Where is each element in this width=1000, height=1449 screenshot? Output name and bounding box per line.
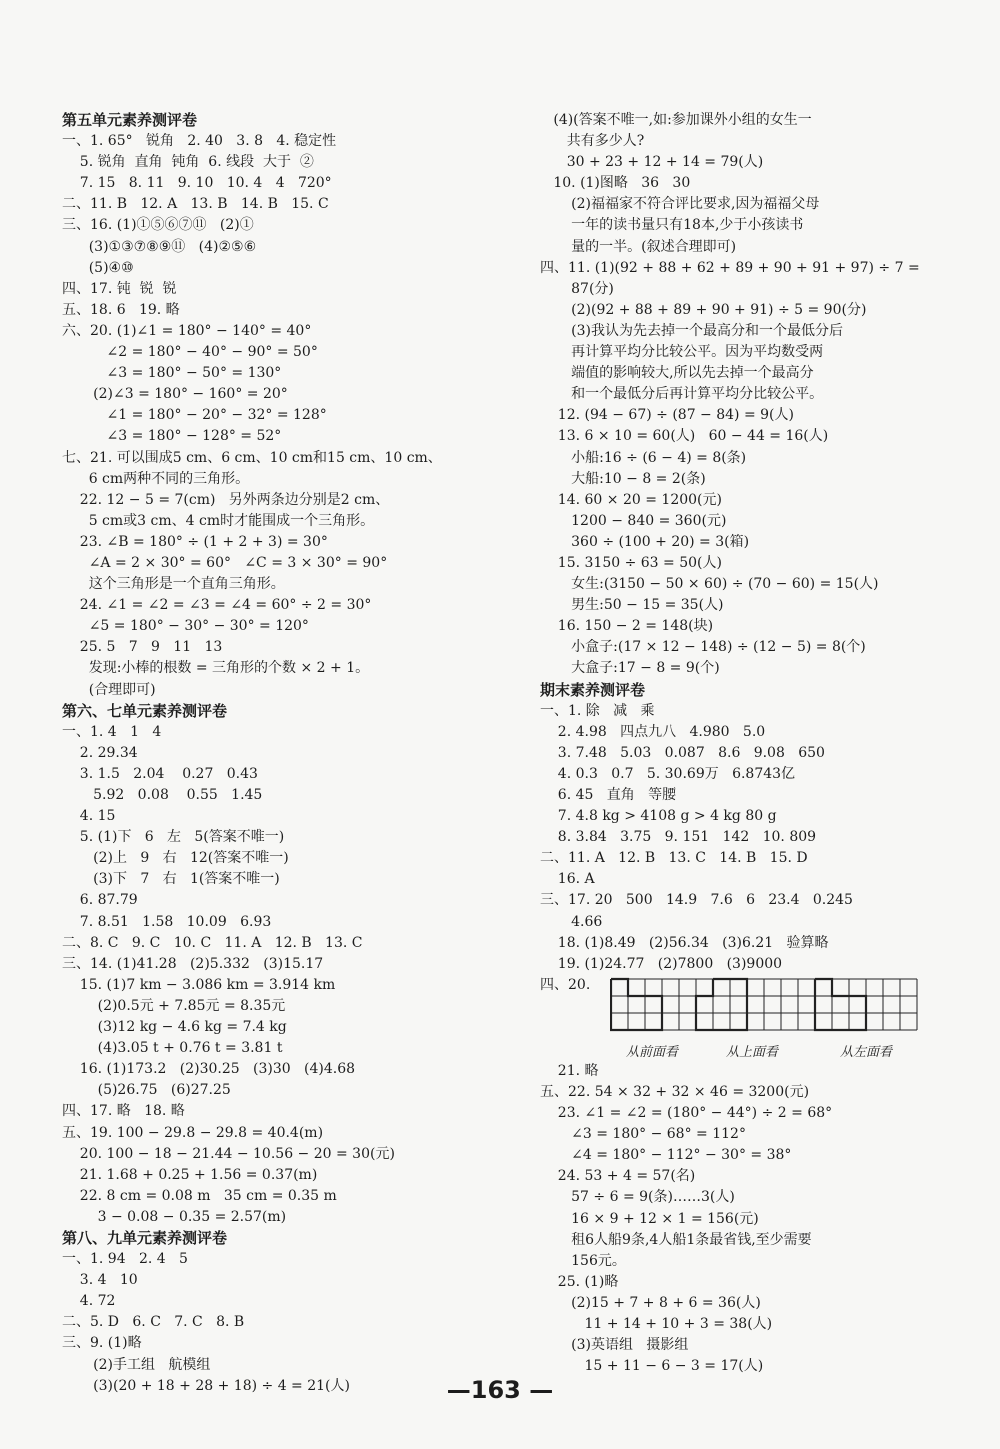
answer-line: 小盒子:(17 × 12 − 148) ÷ (12 − 5) = 8(个) bbox=[540, 639, 866, 656]
answer-line: 156元。 bbox=[540, 1252, 626, 1269]
answer-line: 7. 4.8 kg > 4108 g > 4 kg 80 g bbox=[540, 808, 777, 825]
answer-line: 五、19. 100 − 29.8 − 29.8 = 40.4(m) bbox=[62, 1124, 324, 1141]
answer-line: 端值的影响较大,所以先去掉一个最高分 bbox=[540, 365, 814, 382]
answer-line: 22. 12 − 5 = 7(cm) 另外两条边分别是2 cm、 bbox=[62, 491, 390, 508]
answer-line: 16. (1)173.2 (2)30.25 (3)30 (4)4.68 bbox=[62, 1061, 356, 1078]
answer-line: 24. 53 + 4 = 57(名) bbox=[540, 1168, 696, 1185]
section-heading: 期末素养测评卷 bbox=[540, 680, 646, 699]
answer-line: 三、16. (1)①⑤⑥⑦⑪ (2)① bbox=[62, 217, 254, 234]
answer-line: ∠2 = 180° − 40° − 90° = 50° bbox=[62, 344, 318, 361]
answer-line: 量的一半。(叙述合理即可) bbox=[540, 238, 737, 255]
answer-line: 57 ÷ 6 = 9(条)……3(人) bbox=[540, 1189, 735, 1206]
answer-line: 10. (1)图略 36 30 bbox=[540, 175, 691, 192]
answer-line: 87(分) bbox=[540, 280, 614, 297]
answer-line: (5)26.75 (6)27.25 bbox=[62, 1082, 231, 1099]
answer-line: 租6人船9条,4人船1条最省钱,至少需要 bbox=[540, 1231, 812, 1248]
answer-line: (3)(20 + 18 + 28 + 18) ÷ 4 = 21(人) bbox=[62, 1377, 350, 1394]
answer-line: (2)福福家不符合评比要求,因为福福父母 bbox=[540, 196, 820, 213]
answer-line: ∠5 = 180° − 30° − 30° = 120° bbox=[62, 618, 309, 635]
answer-line: 15 + 11 − 6 − 3 = 17(人) bbox=[540, 1358, 764, 1375]
answer-line: 30 + 23 + 12 + 14 = 79(人) bbox=[540, 154, 764, 171]
answer-grid bbox=[610, 977, 930, 1035]
answer-line: 15. (1)7 km − 3.086 km = 3.914 km bbox=[62, 976, 336, 993]
answer-line: 5. 锐角 直角 钝角 6. 线段 大于 ② bbox=[62, 154, 314, 171]
right-column-top bbox=[540, 110, 960, 975]
answer-line: 小船:16 ÷ (6 − 4) = 8(条) bbox=[540, 449, 747, 466]
answer-line: 一、1. 94 2. 4 5 bbox=[62, 1251, 188, 1268]
answer-line: 这个三角形是一个直角三角形。 bbox=[62, 576, 285, 593]
answer-line: 21. 略 bbox=[540, 1062, 599, 1079]
answer-line: (4)(答案不唯一,如:参加课外小组的女生一 bbox=[540, 112, 812, 128]
answer-line: 11 + 14 + 10 + 3 = 38(人) bbox=[540, 1315, 773, 1332]
answer-line: (合理即可) bbox=[62, 681, 156, 698]
answer-line: 二、11. A 12. B 13. C 14. B 15. D bbox=[540, 850, 808, 867]
answer-line: 一年的读书量只有18本,少于小孩读书 bbox=[540, 217, 804, 234]
answer-line: 6. 87.79 bbox=[62, 892, 138, 909]
answer-line: (3)下 7 右 1(答案不唯一) bbox=[62, 871, 280, 888]
answer-line: (2)(92 + 88 + 89 + 90 + 91) ÷ 5 = 90(分) bbox=[540, 301, 867, 318]
answer-line: 24. ∠1 = ∠2 = ∠3 = ∠4 = 60° ÷ 2 = 30° bbox=[62, 597, 372, 614]
answer-line: 3. 7.48 5.03 0.087 8.6 9.08 650 bbox=[540, 744, 825, 761]
answer-line: 15. 3150 ÷ 63 = 50(人) bbox=[540, 554, 722, 571]
answer-line: 四、11. (1)(92 + 88 + 62 + 89 + 90 + 91 + 97) ÷ 7 = bbox=[540, 259, 920, 276]
answer-line: 16. 150 − 2 = 148(块) bbox=[540, 618, 714, 635]
answer-line: 共有多少人? bbox=[540, 133, 645, 150]
answer-line: 23. ∠B = 180° ÷ (1 + 2 + 3) = 30° bbox=[62, 533, 328, 550]
answer-line: 四、17. 略 18. 略 bbox=[62, 1103, 185, 1120]
answer-line: 7. 8.51 1.58 10.09 6.93 bbox=[62, 913, 272, 930]
answer-line: 二、8. C 9. C 10. C 11. A 12. B 13. C bbox=[62, 934, 363, 951]
answer-line: 一、1. 除 减 乘 bbox=[540, 702, 655, 719]
grid-question-label: 四、20. bbox=[540, 976, 591, 993]
answer-line: 18. (1)8.49 (2)56.34 (3)6.21 验算略 bbox=[540, 934, 829, 951]
grid-answer-row bbox=[540, 975, 960, 1039]
answer-line: 女生:(3150 − 50 × 60) ÷ (70 − 60) = 15(人) bbox=[540, 576, 879, 593]
answer-line: 4. 15 bbox=[62, 808, 116, 825]
answer-line: 2. 29.34 bbox=[62, 744, 138, 761]
answer-line: 12. (94 − 67) ÷ (87 − 84) = 9(人) bbox=[540, 407, 794, 424]
answer-line: 6 cm两种不同的三角形。 bbox=[62, 470, 250, 487]
answer-line: 8. 3.84 3.75 9. 151 142 10. 809 bbox=[540, 829, 817, 846]
answer-line: 5.92 0.08 0.55 1.45 bbox=[62, 787, 263, 803]
answer-line: 16. A bbox=[540, 871, 595, 888]
view-outline bbox=[815, 979, 866, 1030]
answer-line: 大盒子:17 − 8 = 9(个) bbox=[540, 660, 720, 677]
answer-line: (2)∠3 = 180° − 160° = 20° bbox=[62, 386, 288, 403]
answer-line: 二、5. D 6. C 7. C 8. B bbox=[62, 1314, 245, 1331]
grid-caption-left: 从左面看 bbox=[840, 1044, 893, 1060]
answer-line: 一、1. 65° 锐角 2. 40 3. 8 4. 稳定性 bbox=[62, 133, 337, 150]
answer-line: 再计算平均分比较公平。因为平均数受两 bbox=[540, 344, 824, 361]
answer-line: 23. ∠1 = ∠2 = (180° − 44°) ÷ 2 = 68° bbox=[540, 1105, 833, 1122]
answer-line: 20. 100 − 18 − 21.44 − 10.56 − 20 = 30(元) bbox=[62, 1145, 395, 1162]
answer-line: ∠3 = 180° − 128° = 52° bbox=[62, 428, 282, 445]
answer-line: ∠3 = 180° − 68° = 112° bbox=[540, 1126, 746, 1143]
answer-line: 七、21. 可以围成5 cm、6 cm、10 cm和15 cm、10 cm、 bbox=[62, 449, 442, 466]
answer-line: ∠4 = 180° − 112° − 30° = 38° bbox=[540, 1147, 792, 1164]
answer-line: (5)④⑩ bbox=[62, 259, 134, 276]
answer-line: (2)15 + 7 + 8 + 6 = 36(人) bbox=[540, 1294, 761, 1311]
answer-line: 六、20. (1)∠1 = 180° − 140° = 40° bbox=[62, 322, 312, 339]
section-heading: 第六、七单元素养测评卷 bbox=[62, 701, 228, 720]
answer-line: (3)12 kg − 4.6 kg = 7.4 kg bbox=[62, 1019, 287, 1036]
answer-line: 3. 1.5 2.04 0.27 0.43 bbox=[62, 765, 258, 782]
answer-line: 22. 8 cm = 0.08 m 35 cm = 0.35 m bbox=[62, 1187, 337, 1204]
section-heading: 第五单元素养测评卷 bbox=[62, 111, 198, 129]
page-number: —163 — bbox=[446, 1376, 554, 1404]
view-outline bbox=[696, 979, 747, 1030]
answer-line: 发现:小棒的根数 = 三角形的个数 × 2 + 1。 bbox=[62, 660, 370, 677]
answer-line: (3)我认为先去掉一个最高分和一个最低分后 bbox=[540, 322, 843, 339]
answer-line: 五、22. 54 × 32 + 32 × 46 = 3200(元) bbox=[540, 1083, 810, 1100]
answer-line: (3)英语组 摄影组 bbox=[540, 1337, 689, 1354]
answer-line: 13. 6 × 10 = 60(人) 60 − 44 = 16(人) bbox=[540, 428, 829, 445]
answer-line: 1200 − 840 = 360(元) bbox=[540, 512, 727, 529]
answer-line: ∠1 = 180° − 20° − 32° = 128° bbox=[62, 407, 327, 424]
answer-line: 和一个最低分后再计算平均分比较公平。 bbox=[540, 386, 824, 403]
answer-line: ∠A = 2 × 30° = 60° ∠C = 3 × 30° = 90° bbox=[62, 554, 388, 571]
answer-line: 五、18. 6 19. 略 bbox=[62, 301, 180, 318]
answer-line: 4. 72 bbox=[62, 1293, 116, 1310]
answer-line: 4.66 bbox=[540, 913, 603, 930]
grid-caption-top: 从上面看 bbox=[726, 1044, 779, 1060]
view-outline bbox=[611, 979, 662, 1030]
answer-line: 6. 45 直角 等腰 bbox=[540, 787, 677, 803]
answer-line: 5. (1)下 6 左 5(答案不唯一) bbox=[62, 829, 285, 846]
answer-line: 360 ÷ (100 + 20) = 3(箱) bbox=[540, 533, 750, 550]
right-column-bottom bbox=[540, 1061, 960, 1377]
answer-line: 25. (1)略 bbox=[540, 1273, 619, 1290]
answer-line: 16 × 9 + 12 × 1 = 156(元) bbox=[540, 1210, 759, 1227]
answer-line: 男生:50 − 15 = 35(人) bbox=[540, 597, 724, 614]
answer-line: 25. 5 7 9 11 13 bbox=[62, 639, 223, 656]
right-column bbox=[540, 110, 960, 1377]
answer-line: 一、1. 4 1 4 bbox=[62, 723, 162, 740]
answer-line: 4. 0.3 0.7 5. 30.69万 6.8743亿 bbox=[540, 765, 796, 782]
answer-line: (2)0.5元 + 7.85元 = 8.35元 bbox=[62, 997, 286, 1014]
answer-line: 2. 4.98 四点九八 4.980 5.0 bbox=[540, 723, 766, 740]
answer-line: 19. (1)24.77 (2)7800 (3)9000 bbox=[540, 955, 783, 972]
answer-line: 大船:10 − 8 = 2(条) bbox=[540, 470, 706, 487]
left-column bbox=[62, 110, 502, 1397]
answer-line: 三、9. (1)略 bbox=[62, 1335, 142, 1352]
section-heading: 第八、九单元素养测评卷 bbox=[62, 1228, 228, 1247]
answer-line: (3)①③⑦⑧⑨⑪ (4)②⑤⑥ bbox=[62, 238, 257, 255]
answer-line: 14. 60 × 20 = 1200(元) bbox=[540, 491, 722, 508]
answer-line: 四、17. 钝 锐 锐 bbox=[62, 280, 177, 297]
answer-line: 三、17. 20 500 14.9 7.6 6 23.4 0.245 bbox=[540, 892, 853, 909]
answer-line: 3. 4 10 bbox=[62, 1272, 138, 1289]
answer-line: (2)手工组 航模组 bbox=[62, 1356, 211, 1373]
answer-line: (4)3.05 t + 0.76 t = 3.81 t bbox=[62, 1040, 283, 1057]
answer-line: 三、14. (1)41.28 (2)5.332 (3)15.17 bbox=[62, 955, 324, 972]
answer-line: 5 cm或3 cm、4 cm时才能围成一个三角形。 bbox=[62, 512, 375, 529]
grid-caption-front: 从前面看 bbox=[626, 1044, 679, 1060]
answer-line: (2)上 9 右 12(答案不唯一) bbox=[62, 850, 289, 867]
answer-line: ∠3 = 180° − 50° = 130° bbox=[62, 365, 282, 382]
answer-line: 二、11. B 12. A 13. B 14. B 15. C bbox=[62, 196, 329, 213]
answer-line: 7. 15 8. 11 9. 10 10. 4 4 720° bbox=[62, 175, 332, 192]
answer-line: 21. 1.68 + 0.25 + 1.56 = 0.37(m) bbox=[62, 1166, 318, 1183]
answer-line: 3 − 0.08 − 0.35 = 2.57(m) bbox=[62, 1208, 287, 1225]
grid-captions bbox=[540, 1039, 960, 1061]
